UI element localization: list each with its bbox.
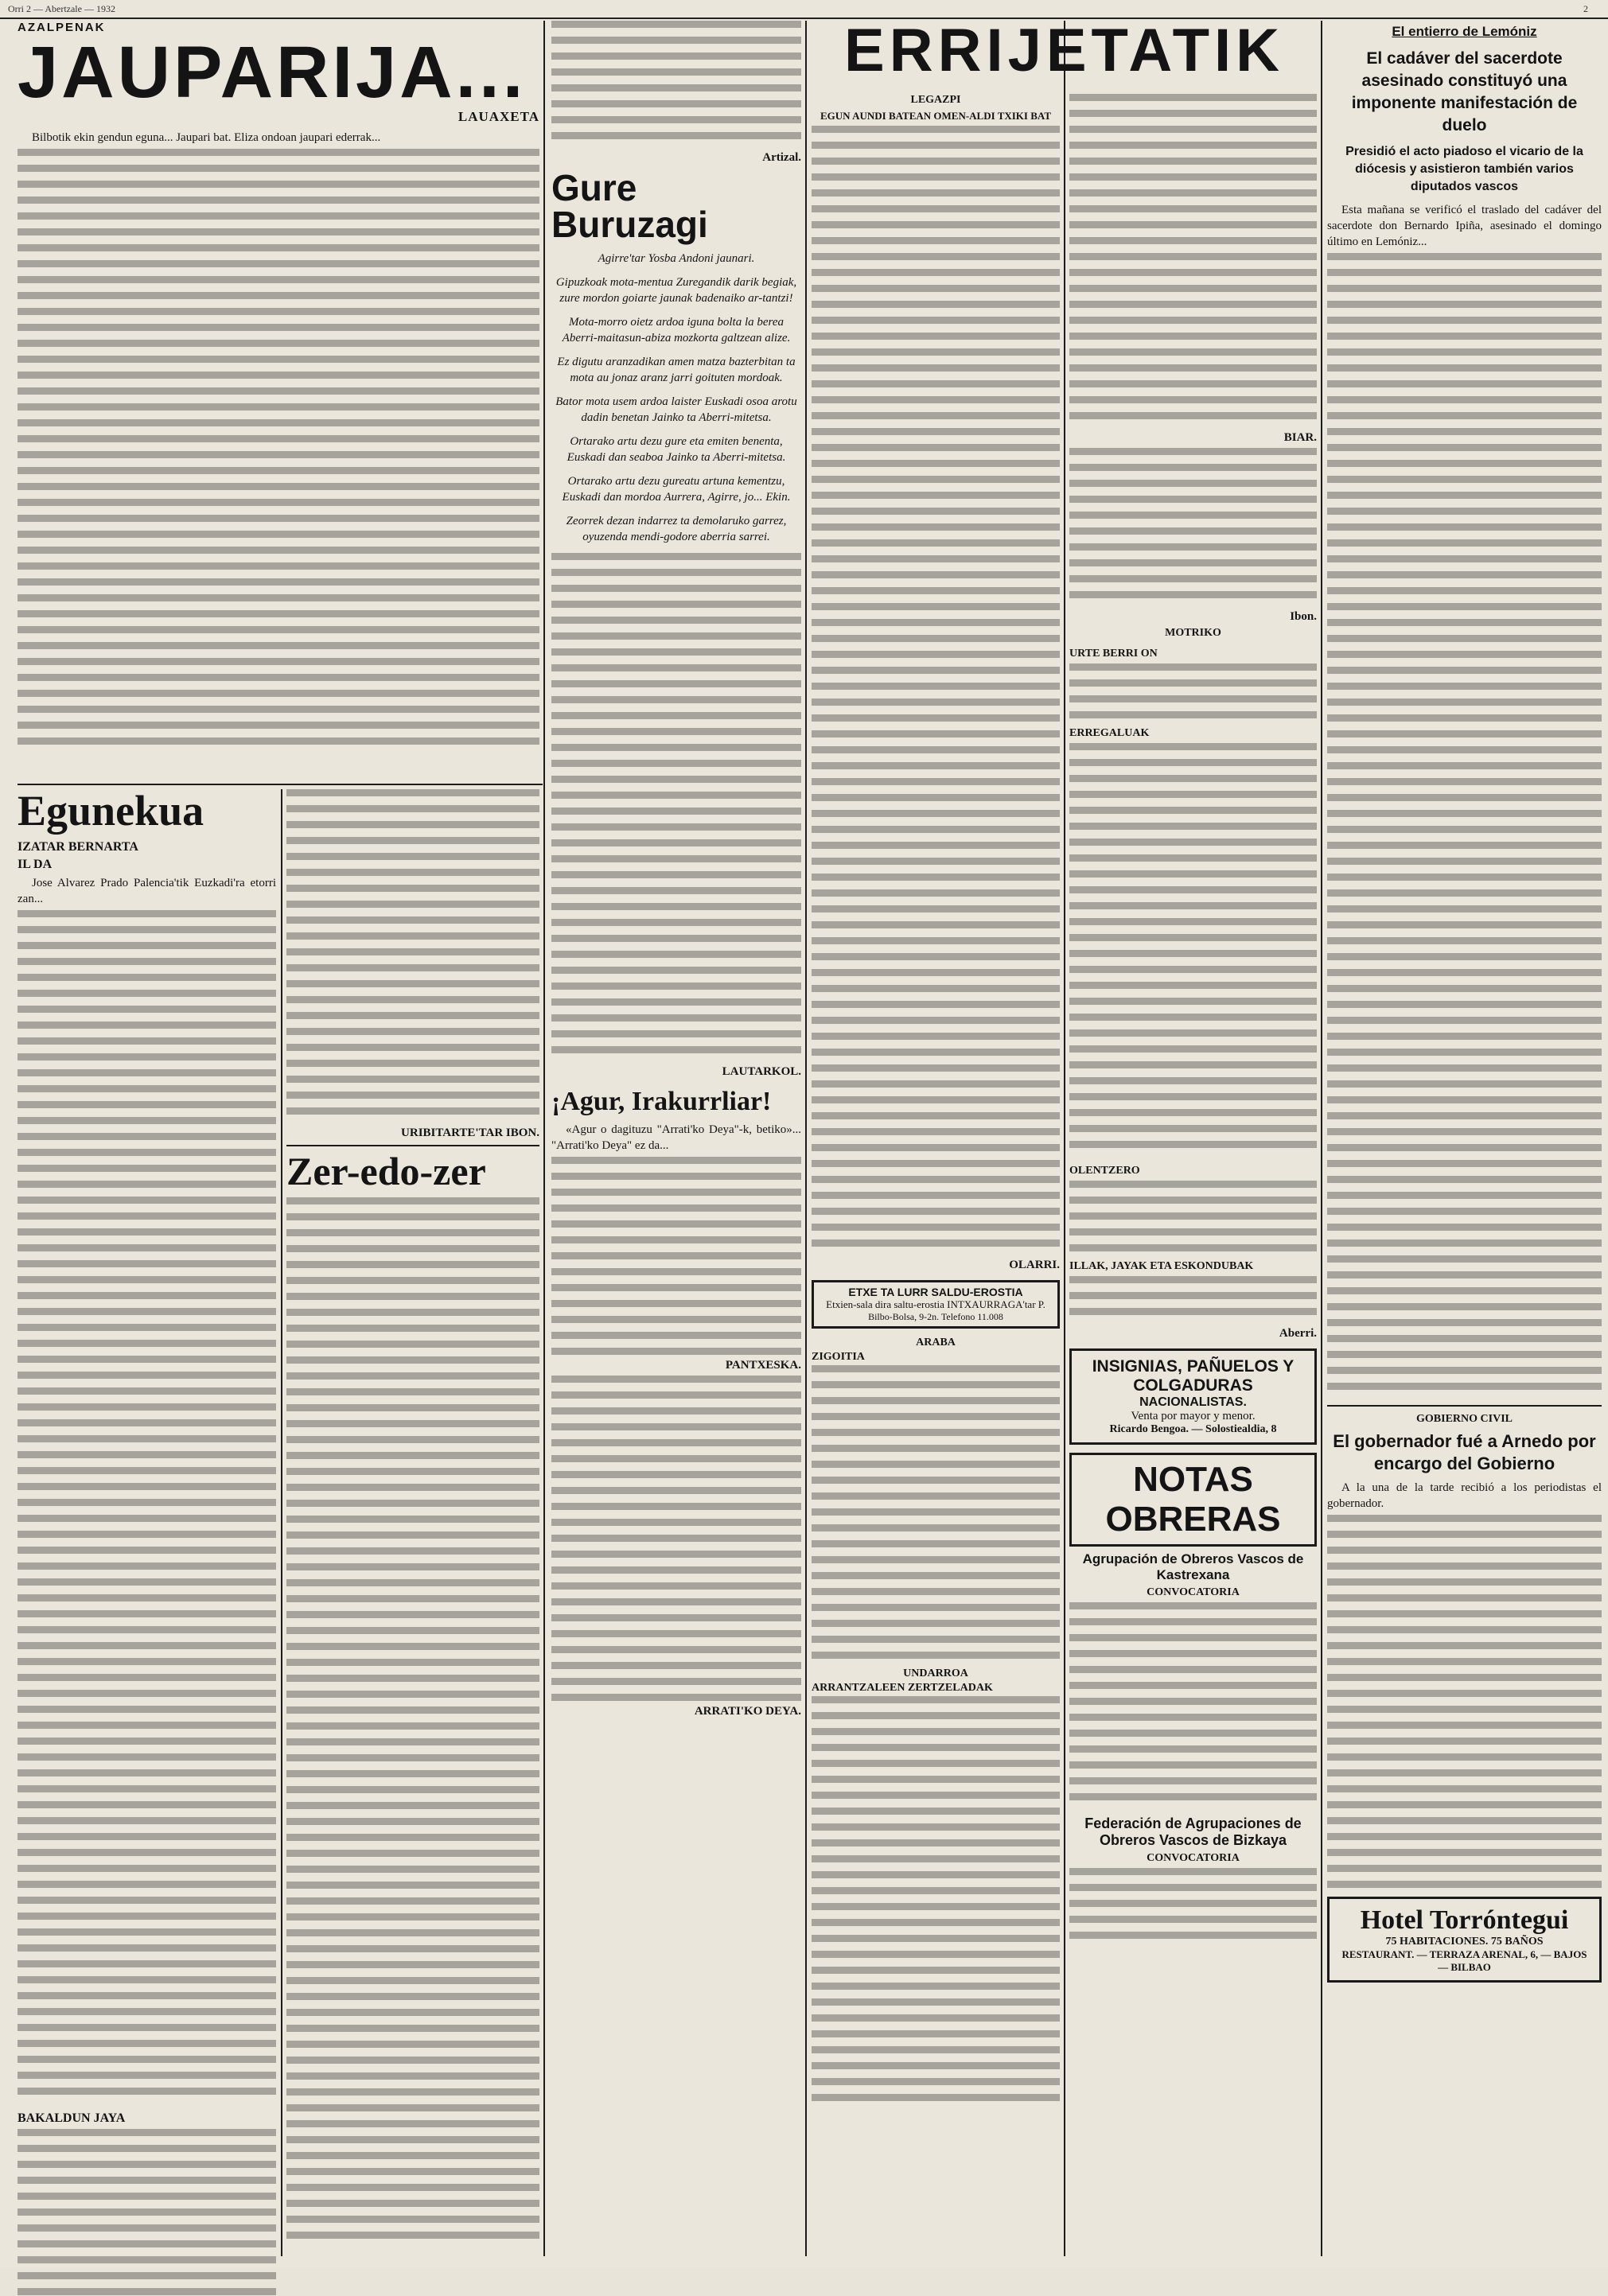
poem-stanza: Ortarako artu dezu gureatu artuna kementzu, Euskadi dan mordoa Aurrera, Agirre, jo... Ekin. [562, 475, 791, 504]
section-body-text [18, 910, 276, 2103]
article-body-text [18, 149, 539, 753]
column-egunekua [18, 789, 276, 2296]
news-signature: Aberri. [1279, 1327, 1317, 1340]
column-rule [1321, 21, 1322, 2256]
ad-text: Venta por mayor y menor. [1131, 1410, 1256, 1422]
article-signature: Artizal. [762, 151, 801, 164]
place-subheading: ZIGOITIA [812, 1351, 865, 1363]
news-signature: Ibon. [1290, 610, 1317, 623]
news-signature: OLARRI. [1009, 1259, 1060, 1271]
poem-stanza: Zeorrek dezan indarrez ta demolaruko garrez, oyuzenda mendi-godore aberria sarrei. [566, 515, 787, 543]
ad-address: Ricardo Bengoa. — Solostiealdia, 8 [1109, 1423, 1277, 1435]
news-body-text [1069, 94, 1317, 428]
section-body-text [551, 1376, 801, 1702]
column-gure-buruzagi [551, 21, 801, 1722]
convocation-label: CONVOCATORIA [1147, 1586, 1240, 1598]
section-divider [286, 1145, 539, 1146]
page-header-strip [0, 0, 1608, 19]
news-body-text [812, 126, 1060, 1255]
column-rule [281, 789, 282, 2256]
ad-address: RESTAURANT. — TERRAZA ARENAL, 6, — BAJOS — BILBAO [1341, 1948, 1587, 1973]
ad-title: ETXE TA LURR SALDU-EROSTIA [848, 1286, 1023, 1298]
place-heading: MOTRIKO [1165, 627, 1221, 639]
place-heading: UNDARROA [903, 1668, 968, 1679]
notice-body-text [1069, 1868, 1317, 1948]
news-body-text [812, 1365, 1060, 1668]
header-left: Orri 2 — Abertzale — 1932 [8, 3, 115, 14]
real-estate-ad [812, 1280, 1060, 1329]
article-lead: A la una de la tarde recibió a los periodistas el gobernador. [1327, 1481, 1602, 1510]
poem-stanza: Mota-morro oietz ardoa iguna bolta la berea Aberri-maitasun-abiza mozkorta galtzean alize. [562, 316, 791, 344]
section-title: ¡Agur, Irakurrliar! [551, 1087, 772, 1116]
section-body-text [286, 1197, 539, 2247]
column-rule [1064, 21, 1065, 2256]
column-errijetatik-right [1069, 94, 1317, 1955]
section-subtitle: Agrupación de Obreros Vascos de Kastrexana [1082, 1551, 1304, 1582]
notice-body-text [1069, 1602, 1317, 1809]
poem-body-continued [551, 553, 801, 1062]
section-kicker: GOBIERNO CIVIL [1416, 1413, 1513, 1425]
column-errijetatik-left [812, 94, 1060, 2102]
poem-title: Gure Buruzagi [551, 167, 708, 245]
article-title: JAUPARIJA... [18, 32, 527, 113]
column-lemoniz [1327, 21, 1602, 1991]
article-headline: El cadáver del sacerdote asesinado constituyó una imponente manifestación de duelo [1351, 49, 1578, 134]
section-title: Zer-edo-zer [286, 1149, 486, 1193]
poem-body [551, 274, 801, 545]
section-body-text [18, 2129, 276, 2296]
ad-subtitle: NACIONALISTAS. [1139, 1395, 1247, 1409]
section-title: Egunekua [18, 789, 204, 835]
section-signature: PANTXESKA. [725, 1359, 801, 1372]
column-rule [543, 21, 545, 2256]
place-subheading: ARRANTZALEEN ZERTZELADAK [812, 1682, 993, 1694]
section-subhead-2: IL DA [18, 858, 53, 871]
ad-address: Bilbo-Bolsa, 9-2n. Telefono 11.008 [868, 1311, 1003, 1322]
poem-stanza: Ortarako artu dezu gure eta emiten benenta, Euskadi dan seaboa Jainko ta Aberri-mitetsa. [566, 435, 786, 464]
news-body-text [812, 1696, 1060, 2102]
news-body-text [1069, 1276, 1317, 1324]
poem-signature: LAUTARKOL. [722, 1065, 801, 1078]
place-heading: LEGAZPI [910, 94, 961, 106]
section-lead: Jose Alvarez Prado Palencia'tik Euzkadi'ra etorri zan... [18, 877, 276, 905]
article-lead: Bilbotik ekin gendun eguna... Jaupari bat. Eliza ondoan jaupari ederrak... [32, 131, 381, 144]
poem-stanza: Gipuzkoak mota-mentua Zuregandik darik begiak, zure mordon goiarte jaunak badenaiko ar-tantzi! [555, 276, 797, 305]
insignias-ad [1069, 1348, 1317, 1445]
news-signature: BIAR. [1283, 431, 1317, 444]
news-subhead: ERREGALUAK [1069, 727, 1150, 739]
column-jauparija [18, 21, 539, 753]
ad-text: Etxien-sala dira saltu-erostia INTXAURRAGA'tar P. [826, 1298, 1045, 1310]
article-body-text [1327, 253, 1602, 1399]
news-subhead: EGUN AUNDI BATEAN OMEN-ALDI TXIKI BAT [820, 110, 1051, 122]
section-divider [1327, 1405, 1602, 1407]
ad-title: INSIGNIAS, PAÑUELOS Y COLGADURAS [1092, 1357, 1295, 1395]
news-subhead: ILLAK, JAYAK ETA ESKONDUBAK [1069, 1260, 1254, 1272]
ad-title: Hotel Torróntegui [1360, 1905, 1569, 1935]
notas-obreras-block [1069, 1453, 1317, 1948]
section-subtitle: Federación de Agrupaciones de Obreros Vascos de Bizkaya [1084, 1815, 1302, 1848]
news-subhead: URTE BERRI ON [1069, 648, 1158, 660]
section-title: ERRIJETATIK [844, 21, 1284, 81]
convocation-label: CONVOCATORIA [1147, 1852, 1240, 1864]
news-body-text [1069, 743, 1317, 1157]
article-signature: URIBITARTE'TAR IBON. [401, 1127, 539, 1139]
column-zer-edo-zer [286, 789, 539, 2247]
header-page-number: 2 [1583, 3, 1588, 14]
section-subhead-3: BAKALDUN JAYA [18, 2111, 126, 2125]
article-body-text [1327, 1515, 1602, 1889]
section-divider [18, 784, 543, 785]
news-body-text [1069, 1181, 1317, 1252]
place-heading: ARABA [916, 1337, 956, 1348]
dedication-text: Agirre'tar Yosba Andoni jaunari. [598, 252, 755, 265]
news-body-text [1069, 448, 1317, 607]
section-lead: «Agur o dagituzu "Arrati'ko Deya"-k, betiko»... "Arrati'ko Deya" ez da... [551, 1123, 801, 1152]
column-rule [805, 21, 807, 2256]
article-deck: Presidió el acto piadoso el vicario de la diócesis y asistieron también varios diputados vascos [1345, 145, 1583, 193]
poem-stanza: Ez digutu aranzadikan amen matza bazterbitan ta mota au jonaz aranz jarri goituten mordoak. [557, 356, 796, 384]
poem-dedication [551, 251, 801, 267]
section-body-text [551, 1157, 801, 1356]
section-subhead: IZATAR BERNARTA [18, 840, 138, 854]
article-byline: LAUAXETA [457, 109, 539, 124]
news-body-text [1069, 664, 1317, 719]
section-signature: ARRATI'KO DEYA. [694, 1705, 801, 1718]
news-subhead: OLENTZERO [1069, 1165, 1140, 1177]
article-headline: El gobernador fué a Arnedo por encargo del Gobierno [1333, 1431, 1596, 1473]
poem-stanza: Bator mota usem ardoa laister Euskadi osoa arotu dadin benetan Jainko ta Aberri-mitetsa. [555, 395, 797, 424]
article-kicker: El entierro de Lemóniz [1392, 24, 1537, 39]
article-lead: Esta mañana se verificó el traslado del cadáver del sacerdote don Bernardo Ipiña, asesinado el domingo último en Lemóniz... [1327, 204, 1602, 248]
errijetatik-header [812, 21, 1317, 81]
hotel-ad [1327, 1897, 1602, 1983]
article-body-text [551, 21, 801, 148]
article-body-text [286, 789, 539, 1123]
section-title: NOTAS OBRERAS [1069, 1453, 1317, 1547]
section-kicker: AZALPENAK [18, 21, 106, 34]
ad-subtitle: 75 HABITACIONES. 75 BAÑOS [1385, 1936, 1544, 1948]
